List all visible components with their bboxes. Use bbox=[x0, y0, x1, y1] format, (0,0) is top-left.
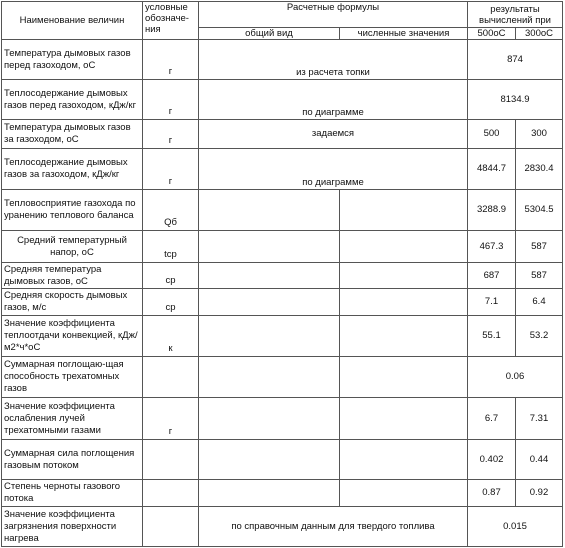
row-symbol: ср bbox=[143, 289, 199, 316]
row-formula: по справочным данным для твердого топлива bbox=[199, 507, 468, 547]
row-formula: из расчета топки bbox=[199, 40, 468, 80]
row-name: Средняя скорость дымовых газов, м/с bbox=[2, 289, 143, 316]
row-name: Температура дымовых газов перед газоходом, oC bbox=[2, 40, 143, 80]
row-formula-numeric bbox=[340, 190, 468, 231]
row-formula-numeric bbox=[340, 263, 468, 289]
row-name: Температура дымовых газов за газоходом, oC bbox=[2, 120, 143, 149]
row-value-1: 55.1 bbox=[468, 316, 516, 357]
table-row bbox=[2, 316, 563, 357]
row-value-2: 5304.5 bbox=[516, 190, 563, 231]
header-formulas: Расчетные формулы bbox=[199, 2, 468, 28]
row-value-1: 500 bbox=[468, 120, 516, 149]
row-formula-numeric bbox=[340, 316, 468, 357]
row-name: Значение коэффициента ослабления лучей трехатомными газами bbox=[2, 398, 143, 440]
row-symbol bbox=[143, 507, 199, 547]
row-formula-numeric bbox=[340, 398, 468, 440]
row-value-2: 587 bbox=[516, 231, 563, 263]
row-formula-general bbox=[199, 263, 340, 289]
table-row bbox=[2, 440, 563, 480]
row-name: Значение коэффициента загрязнения поверхности нагрева bbox=[2, 507, 143, 547]
row-formula-numeric bbox=[340, 231, 468, 263]
row-value-2: 7.31 bbox=[516, 398, 563, 440]
table-row bbox=[2, 263, 563, 289]
row-formula: по диаграмме bbox=[199, 80, 468, 120]
row-name: Теплосодержание дымовых газов за газоходом, кДж/кг bbox=[2, 149, 143, 190]
row-formula: задаемся bbox=[199, 120, 468, 149]
row-symbol: ср bbox=[143, 263, 199, 289]
row-value-2: 587 bbox=[516, 263, 563, 289]
row-value-2: 0.44 bbox=[516, 440, 563, 480]
row-value: 0.015 bbox=[468, 507, 563, 547]
row-value-2: 0.92 bbox=[516, 480, 563, 507]
row-value-1: 0.402 bbox=[468, 440, 516, 480]
row-value-1: 6.7 bbox=[468, 398, 516, 440]
row-symbol: г bbox=[143, 398, 199, 440]
row-name: Суммарная сила поглощения газовым потоком bbox=[2, 440, 143, 480]
row-value-1: 0.87 bbox=[468, 480, 516, 507]
row-value-1: 687 bbox=[468, 263, 516, 289]
row-symbol: г bbox=[143, 149, 199, 190]
row-symbol: Qб bbox=[143, 190, 199, 231]
row-formula-general bbox=[199, 398, 340, 440]
row-formula-general bbox=[199, 480, 340, 507]
table-row bbox=[2, 507, 563, 547]
row-formula-numeric bbox=[340, 440, 468, 480]
row-formula-general bbox=[199, 357, 340, 398]
header-symbol: условные обозначе-ния bbox=[143, 2, 199, 40]
header-t1: 500oC bbox=[468, 28, 516, 40]
row-symbol: г bbox=[143, 40, 199, 80]
row-formula-general bbox=[199, 440, 340, 480]
row-name: Степень черноты газового потока bbox=[2, 480, 143, 507]
row-name: Значение коэффициента теплоотдачи конвекцией, кДж/м2*ч*oC bbox=[2, 316, 143, 357]
header-t2: 300oC bbox=[516, 28, 563, 40]
row-value: 874 bbox=[468, 40, 563, 80]
row-name: Тепловосприятие газохода по уранению теплового баланса bbox=[2, 190, 143, 231]
row-name: Средняя температура дымовых газов, oC bbox=[2, 263, 143, 289]
table-row bbox=[2, 231, 563, 263]
row-formula-general bbox=[199, 190, 340, 231]
row-value-1: 467.3 bbox=[468, 231, 516, 263]
row-symbol bbox=[143, 357, 199, 398]
row-symbol bbox=[143, 480, 199, 507]
table-row bbox=[2, 190, 563, 231]
row-value-2: 2830.4 bbox=[516, 149, 563, 190]
row-value-1: 7.1 bbox=[468, 289, 516, 316]
header-name: Наименование величин bbox=[2, 2, 143, 40]
table-row bbox=[2, 357, 563, 398]
row-formula-numeric bbox=[340, 357, 468, 398]
row-value-1: 3288.9 bbox=[468, 190, 516, 231]
row-formula: по диаграмме bbox=[199, 149, 468, 190]
row-formula-numeric bbox=[340, 480, 468, 507]
row-symbol: tср bbox=[143, 231, 199, 263]
table-row bbox=[2, 398, 563, 440]
row-value: 8134.9 bbox=[468, 80, 563, 120]
row-value-1: 4844.7 bbox=[468, 149, 516, 190]
table-row bbox=[2, 289, 563, 316]
row-formula-general bbox=[199, 289, 340, 316]
table-row bbox=[2, 40, 563, 80]
row-formula-general bbox=[199, 316, 340, 357]
row-formula-numeric bbox=[340, 289, 468, 316]
row-value-2: 300 bbox=[516, 120, 563, 149]
table-row bbox=[2, 149, 563, 190]
table-row bbox=[2, 80, 563, 120]
row-name: Средний температурный напор, oC bbox=[2, 231, 143, 263]
header-general: общий вид bbox=[199, 28, 340, 40]
row-name: Теплосодержание дымовых газов перед газоходом, кДж/кг bbox=[2, 80, 143, 120]
table-row bbox=[2, 480, 563, 507]
row-symbol: к bbox=[143, 316, 199, 357]
table-row bbox=[2, 120, 563, 149]
calculation-table bbox=[1, 1, 563, 547]
row-symbol bbox=[143, 440, 199, 480]
row-symbol: г bbox=[143, 80, 199, 120]
header-results: результаты вычислений при bbox=[468, 2, 563, 28]
row-name: Суммарная поглощаю-щая способность трехатомных газов bbox=[2, 357, 143, 398]
header-numeric: численные значения bbox=[340, 28, 468, 40]
row-value-2: 53.2 bbox=[516, 316, 563, 357]
row-formula-general bbox=[199, 231, 340, 263]
row-symbol: г bbox=[143, 120, 199, 149]
row-value-2: 6.4 bbox=[516, 289, 563, 316]
row-value: 0.06 bbox=[468, 357, 563, 398]
